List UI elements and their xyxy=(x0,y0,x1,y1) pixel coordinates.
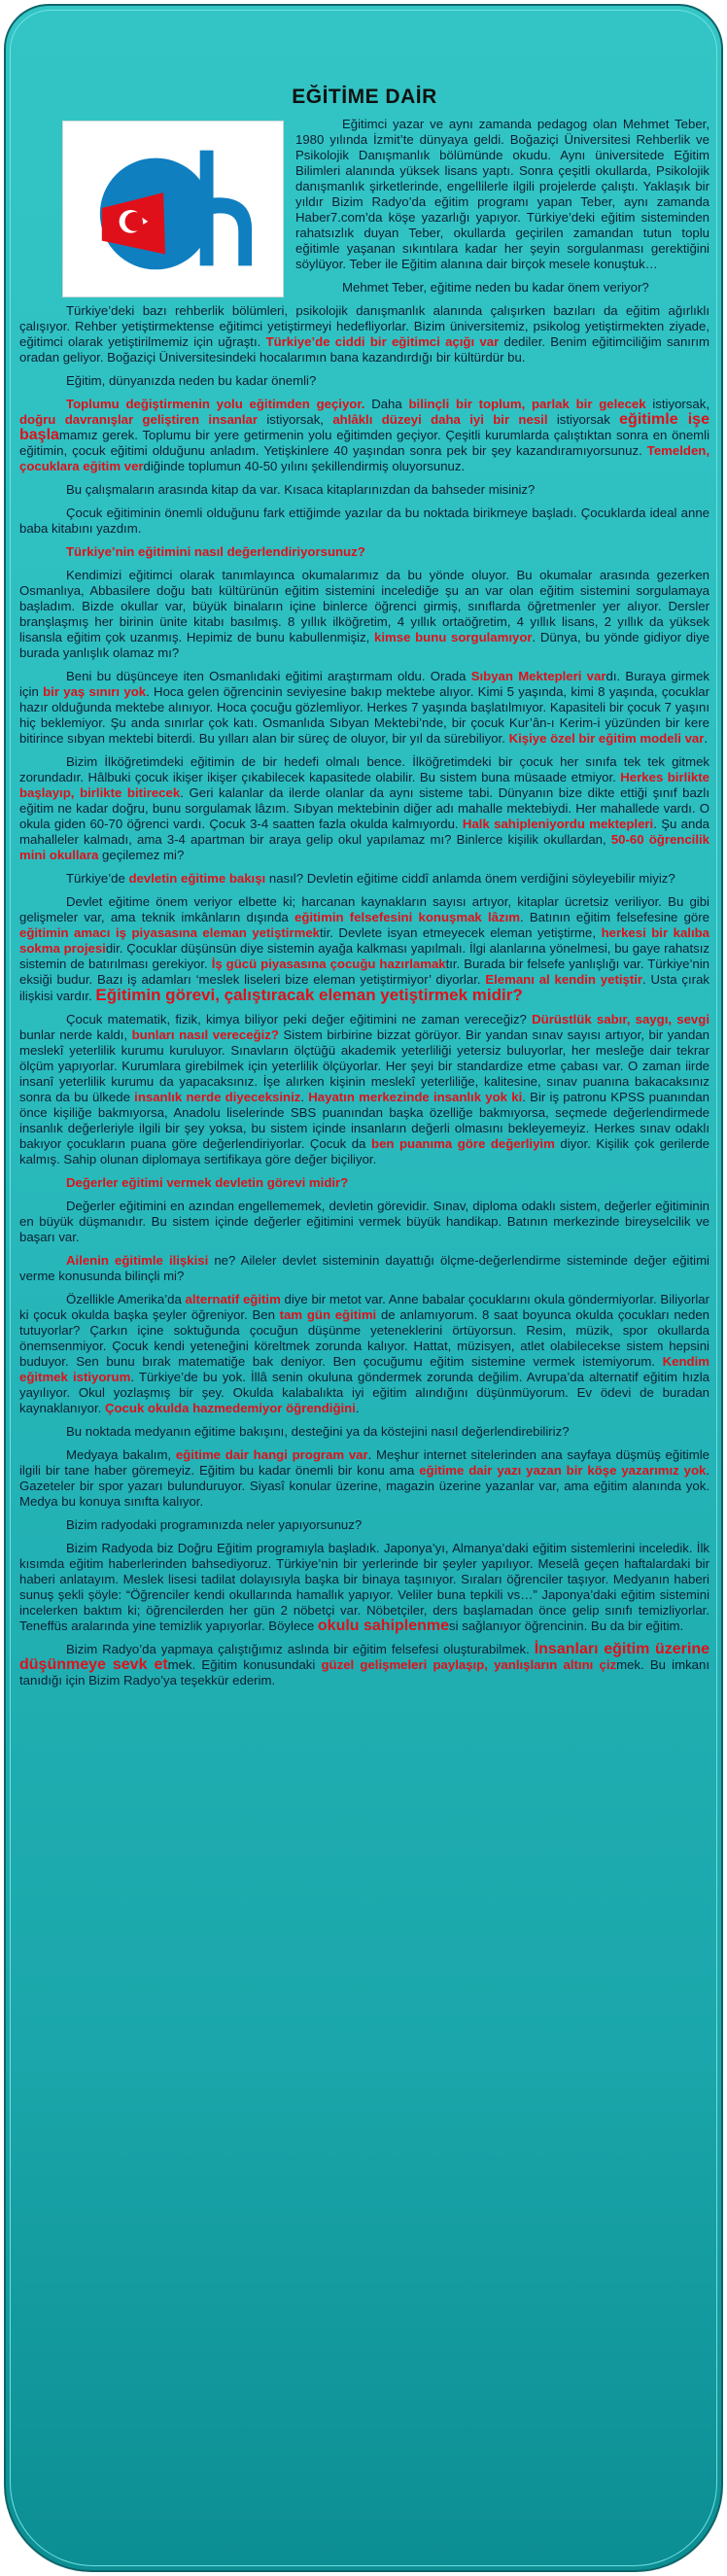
highlighted-text: insanlık nerde diyeceksiniz xyxy=(134,1090,301,1104)
article-content xyxy=(19,86,710,1696)
paragraph-text: diyor. Kişilik çok gerilerde kalmış. Sahip olunan diplomaya sertifikaya göre değer biçiliyor. xyxy=(19,1136,710,1166)
paragraph xyxy=(19,505,710,537)
highlighted-text: Türkiye’de ciddi bir eğitimci açığı var xyxy=(265,334,500,349)
highlighted-text: Kendim eğitmek istiyorum xyxy=(19,1354,710,1384)
paragraph xyxy=(19,568,710,661)
highlighted-text: alternatif eğitim xyxy=(185,1292,281,1306)
highlighted-text: okulu sahiplenme xyxy=(317,1618,450,1634)
paragraph-text: geçilemez mi? xyxy=(98,848,185,862)
paragraph-text: Kendimizi eğitimci olarak tanımlayınca okumalarımız da bu yönde oluyor. Bu okumalar arasında gezerken Osmanlıya, Abbasilere doğu batı kültürünün eğitim sistemini incelediğe şu an var olan eğitim sistemini sorgulamaya başladım. Bizde okullar var, büyük binaların içine binlerce öğrenci girmiş, sınıflarda öğretmenler yer alıyor. Dersler branşlaşmış her birinin ünite kitabı basılmış. 8 yıllık ilköğretim, 4 yıllık ortaöğretim, 4 yıllık lisans, 2 yıllık da yüksek lisansla eğitim çok uzanmış. Hepimiz de bunu kabullenmişiz, xyxy=(19,568,710,644)
paragraph-text: istiyorsak, xyxy=(645,397,710,411)
paragraph-text: tir. Devlete isyan etmeyecek eleman yetiştirme, xyxy=(320,925,602,940)
paragraph-text: istiyorsak, xyxy=(257,412,333,427)
highlighted-text: doğru davranışlar geliştiren insanlar xyxy=(19,412,258,427)
highlighted-text: Eğitimin görevi, çalıştıracak eleman yetiştirmek midir? xyxy=(95,986,523,1004)
highlighted-text: Değerler eğitimi vermek devletin görevi midir? xyxy=(66,1175,349,1190)
paragraph-text: Beni bu düşünceye iten Osmanlıdaki eğitimi araştırmam oldu. Orada xyxy=(66,669,471,683)
paragraph-text: . Meşhur internet sitelerinden ana sayfaya düşmüş eğitimle ilgili bir tane haber göremeyiz. Eğitim bu kadar önemli bir konu ama xyxy=(19,1447,710,1478)
highlighted-text: Elemanı al kendin yetiştir xyxy=(485,972,643,987)
paragraph xyxy=(19,1642,710,1688)
paragraph-text: dediler. Benim eğitimciliğim sanırım oradan geliyor. Boğaziçi Üniversitesindeki hocalarımın bana kazandırdığı bir kültürdür bu. xyxy=(19,334,710,365)
paragraph-text: . Usta çırak ilişkisi vardır. xyxy=(19,972,710,1003)
paragraph-text: . Dünya, bu yönde gidiyor diye burada yanlışlık olamaz mı? xyxy=(19,630,710,660)
highlighted-text: eğitime dair yazı yazan bir köşe yazarımız yok xyxy=(419,1463,707,1478)
paragraph-text: diye bir metot var. Anne babalar çocuklarını okula göndermiyorlar. Biliyorlar ki çocuk okulda başka şeyler öğreniyor. Ben xyxy=(19,1292,710,1322)
highlighted-text: Sıbyan Mektepleri var xyxy=(470,669,606,683)
paragraph xyxy=(19,1199,710,1245)
paragraph xyxy=(19,1012,710,1167)
paragraph-text: Bizim Radyo’da yapmaya çalıştığımız aslında bir eğitim felsefesi oluşturabilmek. xyxy=(66,1642,535,1656)
paragraph-text: . Şu anda mahalleler kalmadı, ama 3-4 apartman bir araya gelip okul yapılamaz mı? Binlerce kişilik okullardan, xyxy=(19,817,710,847)
highlighted-text: tam gün eğitimi xyxy=(279,1307,377,1322)
highlighted-text: kimse bunu sorgulamıyor xyxy=(374,630,533,644)
paragraph-text: Medyaya bakalım, xyxy=(66,1447,176,1462)
highlighted-text: bilinçli bir toplum, parlak bir gelecek xyxy=(408,397,646,411)
paragraph-text: Çocuk matematik, fizik, kimya biliyor peki değer eğitimini ne zaman vereceğiz? xyxy=(66,1012,533,1027)
paragraph-text: . Türkiye’de bu yok. İllâ senin okuluna göndermek zorunda değilim. Avrupa’da alternatif eğitim hızla yayılıyor. Okul yozlaşmış bir şey. Okulda kalabalıkta iyi eğitim alındığını düşünmüyorum. Ev ödevi de buradan kaynaklanıyor. xyxy=(19,1370,710,1415)
highlighted-text: Herkes birlikte başlayıp, birlikte bitirecek xyxy=(19,770,710,800)
paragraph-text: Türkiye’de xyxy=(66,871,129,886)
paragraph-text: Çocuk eğitiminin önemli olduğunu fark ettiğimde yazılar da bu noktada birikmeye başladı. Çocuklarda ideal anne baba kitabını yazdım. xyxy=(19,505,710,536)
highlighted-text: İş gücü piyasasına çocuğu hazırlamak xyxy=(211,957,446,971)
paragraph-text: Eğitimci yazar ve aynı zamanda pedagog olan Mehmet Teber, 1980 yılında İzmit’te dünyaya geldi. Boğaziçi Üniversitesi Rehberlik ve Psikolojik Danışmanlık bölümünde okudu. Aynı üniversitede Eğitim Bilimleri alanında yüksek lisans yaptı. Sonra çeşitli okullarda, Psikolojik danışmanlık şirketlerinde, engellilerle ilgili projelerde çalıştı. Yaklaşık bir yıldır Bizim Radyo’da eğitim programı yapan Teber, aynı zamanda Haber7.com’da köşe yazarlığı yapıyor. Türkiye’deki eğitim sisteminden rahatsızlık duyan Teber, okullarda geçirilen zamandan tutun toplu eğitimle yaşanan sıkıntılara kadar her şeyin sorgulanması gerektiğini söylüyor. Teber ile Eğitim alanına dair birçok mesele konuştuk… xyxy=(295,117,710,271)
paragraph-text: Değerler eğitimini en azından engellememek, devletin görevidir. Sınav, diploma odaklı sistem, değerler eğitiminin en büyük düşmanıdır. Bu sistem içinde değerler eğitimini vermek büyük handikap. Batının merkezinde bireyselcilik ve başarı var. xyxy=(19,1199,710,1244)
paragraph-text: Devlet eğitime önem veriyor elbette ki; harcanan kaynakların sayısı artıyor, kitaplar ücretsiz veriliyor. Bu gibi gelişmeler var, ama teknik imkânların dışında xyxy=(19,894,710,924)
highlighted-text: İnsanları eğitim üzerine düşünmeye sevk et xyxy=(19,1641,710,1673)
paragraph xyxy=(19,1424,710,1440)
highlighted-text: Kişiye özel bir eğitim modeli var xyxy=(508,731,705,746)
paragraph-text: de anlamıyorum. 8 saat boyunca okulda çocukları neden tutuyorlar? Çarkın içine soktuğunda çocuğun düşünme yeteneklerini örtüyorsun. Resim, müzik, spor okullarda önemsenmiyor. Çocuk kendi yeteneğini köreltmek zorunda kalıyor. Hattat, müzisyen, atlet olabilecekse sistem hepsini buduyor. Sen bunu bırak matematiğe bak deniyor. Ben çocuğumu eğitim sistemine vermek istemiyorum. xyxy=(19,1307,710,1369)
paragraph xyxy=(19,1292,710,1416)
paragraph-text: Mehmet Teber, eğitime neden bu kadar önem veriyor? xyxy=(342,280,649,295)
paragraph xyxy=(19,373,710,389)
paragraph-text: . xyxy=(704,731,709,746)
paragraph xyxy=(19,1541,710,1634)
paragraph-text: dı. Buraya girmek için xyxy=(19,669,710,699)
paragraph-text: nasıl? Devletin eğitime ciddî anlamda önem verdiğini söyleyebilir miyiz? xyxy=(265,871,675,886)
highlighted-text: Türkiye’nin eğitimini nasıl değerlendiriyorsunuz? xyxy=(66,544,365,559)
paragraph-text: . xyxy=(355,1401,360,1415)
paragraph-text: Türkiye’deki bazı rehberlik bölümleri, psikolojik danışmanlık alanında çalışırken bazıları da eğitim ağırlıklı çalışıyor. Rehber yetiştirmektense eğitimci yetiştirmeyi hedefliyorlar. Bizim üniversitemiz, psikolog yetiştirmekten ziyade, eğitimci olarak yetiştirilmemiz için uğraştı. xyxy=(19,303,710,349)
highlighted-text: devletin eğitime bakışı xyxy=(128,871,266,886)
highlighted-text: ahlâklı düzeyi daha iyi bir nesil xyxy=(332,412,548,427)
article-body xyxy=(19,117,710,1688)
highlighted-text: Hayatın merkezinde insanlık yok ki xyxy=(308,1090,523,1104)
highlighted-text: güzel gelişmeleri paylaşıp, yanlışların altını çiz xyxy=(321,1657,617,1672)
paragraph-text: Sistem birbirine bizzat görüyor. Bir yandan sınav sayısı artıyor, bir yandan meslekî yeterlilik kurumu kuruluyor. Sınavların ölçtüğü akademik yeterliliği yetersiz buluyorlar, her mesleğe dair tekrar ölçüm yapıyorlar. Kurumlara girebilmek için yeterlilik ölçüyorlar. Her şeyi bir standardize etme çabası var. O zaman iirde insanî yeterlilik kurumu da yapacaksınız. İşe alırken kişinin meslekî yeterliliğe, kalitesine, sınav puanına bakacaksınız sonra da bu ülkede xyxy=(19,1027,710,1104)
paragraph xyxy=(19,1447,710,1510)
paragraph-text: . Bir iş patronu KPSS puanından önce kişiliğe bakmıyorsa, Anadolu liselerinde SBS puanından başka özelliğe bakmıyorsa, seçmede değerlendirmede insanlık değerleriyle ilgili bir şey yoksa, bu sistem içinde insanların değerli olmasını bekleyemeyiz. Herkes sınav odaklı bakıyor çocukların puana göre değerlendiriyorlar. Çocuk da xyxy=(19,1090,710,1151)
article-title: EĞİTİME DAİR xyxy=(292,86,437,108)
paragraph xyxy=(19,871,710,887)
highlighted-text: bir yaş sınırı yok xyxy=(43,684,147,699)
highlighted-text: Temelden, çocuklara eğitim ver xyxy=(19,443,710,473)
paragraph-text: . Gazeteler bir spor yazarı bulunduruyor. Siyasî konular üzerine, magazin üzerine yazanlar var, ama eğitim alanında yok. Medya bu konuya sınıfta kalıyor. xyxy=(19,1463,710,1509)
paragraph xyxy=(19,544,710,560)
paragraph xyxy=(19,754,710,863)
paragraph-text: dir. Çocuklar düşünsün diye sistemin ayağa kalkması yapılmalı. İlgi alanlarına yönelmesi, bu gaye rahatsız sistemin de batırılması gerekiyor. xyxy=(19,941,710,971)
paragraph xyxy=(19,397,710,474)
paragraph xyxy=(19,669,710,747)
highlighted-text: Toplumu değiştirmenin yolu eğitimden geçiyor. xyxy=(66,397,365,411)
paragraph-text: . Hoca gelen öğrencinin seviyesine bakıp mektebe alıyor. Kimi 5 yaşında, kimi 8 yaşında, çocuklar hazır olduğunda mektebe alınıyor. Hoca çocuğu gözlemliyor. Herkes 7 yaşında başlatılmıyor. Kapasiteli bir çocuk 7 yaşını hiç beklemiyor. Şu anda sınırlar çok katı. Osmanlıda Sıbyan Mektebi’nde, bir çocuk Kur’ân-ı Kerim-i yüzünden bir kere bitirince sıbyan mektebi biterdi. Bu yılları alan bir süreç de oluyor, bir yıl da sürebiliyor. xyxy=(19,684,710,746)
paragraph-text: Bu noktada medyanın eğitime bakışını, desteğini ya da köstejini nasıl değerlendirebiliriz? xyxy=(66,1424,570,1439)
paragraph-text: si sağlanıyor öğrencinin. Bu da bir eğitim. xyxy=(449,1619,684,1633)
article-panel xyxy=(4,4,723,2572)
paragraph-text: Daha xyxy=(364,397,409,411)
paragraph-text: Bizim İlköğretimdeki eğitimin de bir hedefi olmalı bence. İlköğretimdeki bir çocuk her sınıfa tek tek gitmek zorundadır. Hâlbuki çocuk ikişer ikişer çıkabilecek kapasitede olabilir. Bu sistem buna müsaade etmiyor. xyxy=(19,754,710,784)
paragraph xyxy=(19,894,710,1004)
paragraph-text: . Batının eğitim felsefesine göre xyxy=(519,910,710,924)
highlighted-text: eğitimin felsefesini konuşmak lâzım xyxy=(294,910,520,924)
paragraph-text: mek. Eğitim konusundaki xyxy=(167,1657,322,1672)
highlighted-text: Dürüstlük sabır, saygı, sevgi xyxy=(532,1012,710,1027)
paragraph xyxy=(19,1175,710,1191)
paragraph xyxy=(19,482,710,498)
paragraph-text: mek. Bu imkanı tanıdığı için Bizim Radyo’ya teşekkür ederim. xyxy=(19,1657,710,1688)
paragraph-text: tır. Burada bir felsefe yanlışlığı var. Türkiye’nin eksiği budur. Bazı iş adamları ‘meslek liseleri bize eleman yetiştirmiyor’ diyorlar. xyxy=(19,957,710,987)
paragraph xyxy=(19,303,710,366)
paragraph-text: istiyorsak xyxy=(547,412,620,427)
highlighted-text: herkesi bir kalıba sokma projesi xyxy=(19,925,710,956)
paragraph-text: . Geri kalanlar da ilerde olanlar da aynı sisteme tabi. Dünyanın bize dikte ettiği şınıf bazlı eğitim ne kadar doğru, bunu sorgulamak lâzım. Sıbyan mektebinin diğer adı mahalle mektebiydi. Her mahallede vardı. O okula giden 60-70 öğrenci vardı. Çocuk 3-4 saatten fazla okulda kalmıyordu. xyxy=(19,785,710,831)
paragraph-text: mamız gerek. Toplumu bir yere getirmenin yolu eğitimden geçiyor. Çeşitli kurumlarda çalıştıktan sonra en önemli eğitimin, çocuk eğitimi olduğunu anladım. Yetişkinlere 40 yaşından sonra pek bir şey kazandıramıyorsunuz. xyxy=(19,428,710,458)
paragraph xyxy=(19,1517,710,1533)
paragraph-text: Bizim radyodaki programınızda neler yapıyorsunuz? xyxy=(66,1517,363,1532)
paragraph-text: . xyxy=(300,1090,309,1104)
highlighted-text: bunları nasıl vereceğiz? xyxy=(131,1027,279,1042)
paragraph-text: diğinde toplumun 40-50 yılını şekillendirmiş oluyorsunuz. xyxy=(143,459,466,473)
paragraph xyxy=(19,117,710,272)
paragraph-text: Eğitim, dünyanızda neden bu kadar önemli? xyxy=(66,373,317,388)
highlighted-text: Ailenin eğitimle ilişkisi xyxy=(66,1253,209,1268)
highlighted-text: Çocuk okulda hazmedemiyor öğrendiğini xyxy=(104,1401,356,1415)
paragraph-text: bunlar nerde kaldı, xyxy=(19,1027,132,1042)
highlighted-text: eğitimin amacı iş piyasasına eleman yetiştirmek xyxy=(19,925,320,940)
paragraph xyxy=(19,1253,710,1284)
highlighted-text: eğitime dair hangi program var xyxy=(175,1447,368,1462)
paragraph-text: Bizim Radyoda biz Doğru Eğitim programıyla başladık. Japonya’yı, Almanya’daki eğitim sistemlerini inceledik. İlk kısımda eğitim haberlerinden bahsediyoruz. Türkiye’nin bir yerlerinde bir şeyler yapılıyor. Meselâ geçen haftalardaki bir haberi anlatayım. Meslek lisesi tadilat dolayısıyla başka bir binaya taşınıyor. Sıraları öğrenciler taşıyor. Medyanın haberi sunuş şekli şöyle: “Öğrenciler kendi okullarında hamallık yapıyor. Veliler buna tepkili vs…” Japonya’daki eğitim sistemini incelerken baktım ki; öğrencilerden her gün 2 nöbetçi var. Nöbetçiler, ders başlamadan önce gelip sınıfı temizliyorlar. Teneffüs aralarında yine temizlik yapıyorlar. Böylece xyxy=(19,1541,710,1633)
haber7-logo-icon xyxy=(62,121,284,297)
paragraph-text: Bu çalışmaların arasında kitap da var. Kısaca kitaplarınızdan da bahseder misiniz? xyxy=(66,482,536,497)
paragraph-text: Özellikle Amerika’da xyxy=(66,1292,186,1306)
highlighted-text: eğitimle işe başla xyxy=(19,411,710,443)
paragraph-text: ne? Aileler devlet sisteminin dayattığı ölçme-değerlendirme sisteminde değer eğitimi verme konusunda bilinçli mi? xyxy=(19,1253,710,1283)
highlighted-text: 50-60 öğrencilik mini okullara xyxy=(19,832,710,862)
highlighted-text: Halk sahipleniyordu mektepleri xyxy=(462,817,654,831)
highlighted-text: ben puanıma göre değerliyim xyxy=(371,1136,555,1151)
